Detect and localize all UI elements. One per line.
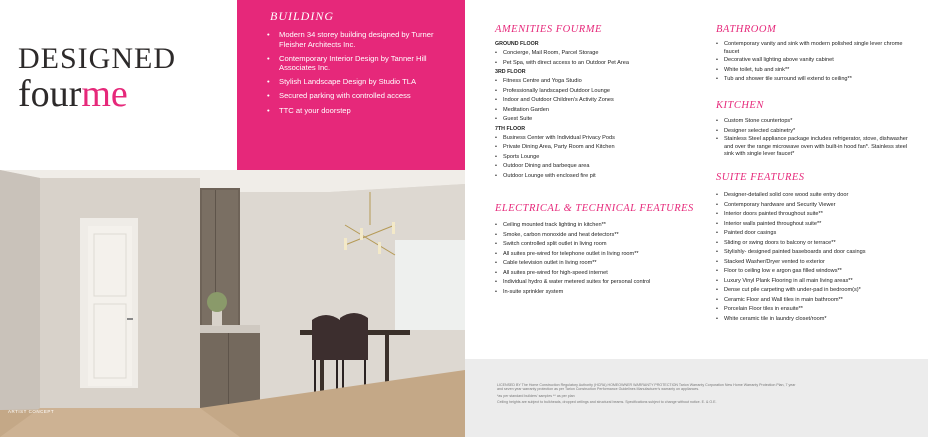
- bathroom-list: [716, 41, 916, 85]
- list-item: • All suites pre-wired for telephone outlet in living room**: [495, 250, 650, 260]
- list-item: • Porcelain Floor tiles in ensuite**: [716, 305, 866, 315]
- list-item: • Painted door casings: [716, 229, 866, 239]
- list-item: • Sliding or swing doors to balcony or terrace**: [716, 239, 866, 249]
- list-item: • Business Center with Individual Privacy Pods: [495, 134, 629, 144]
- logo-line-1: DESIGNED: [18, 42, 176, 75]
- list-item: • In-suite sprinkler system: [495, 288, 650, 298]
- list-item: • White ceramic tile in laundry closet/room*: [716, 315, 866, 325]
- logo-me: me: [81, 73, 128, 115]
- disclaimer-samples: *as per standard builders' samples ** as per plan: [497, 393, 575, 398]
- list-item: • Concierge, Mail Room, Parcel Storage: [495, 49, 629, 59]
- list-item: • Outdoor Lounge with enclosed fire pit: [495, 172, 629, 182]
- list-item: • Individual hydro & water metered suites for personal control: [495, 278, 650, 288]
- building-item: • Secured parking with controlled access: [267, 91, 445, 101]
- building-list: [267, 30, 445, 120]
- building-item: • Contemporary Interior Design by Tanner Hill Associates Inc.: [267, 54, 445, 73]
- list-item: • Contemporary vanity and sink with modern polished single lever chrome faucet: [716, 41, 916, 56]
- list-item: • Tub and shower tile surround will extend to ceiling**: [716, 75, 916, 85]
- list-item: • Floor to ceiling low e argon gas filled windows**: [716, 267, 866, 277]
- list-item: • White toilet, tub and sink**: [716, 66, 916, 76]
- list-item: • Ceramic Floor and Wall tiles in main bathroom**: [716, 296, 866, 306]
- list-item: • Meditation Garden: [495, 106, 629, 116]
- list-item: • Ceiling mounted track lighting in kitchen**: [495, 221, 650, 231]
- logo-four: four: [18, 73, 82, 115]
- logo: [18, 44, 233, 114]
- electrical-title: ELECTRICAL & TECHNICAL FEATURES: [495, 203, 694, 214]
- interior-illustration: [0, 170, 465, 437]
- kitchen-list: [716, 117, 916, 159]
- amenities-title: AMENITIES FOURME: [495, 24, 602, 35]
- list-item: • Sports Lounge: [495, 153, 629, 163]
- list-item: • Stylishly- designed painted baseboards and door casings: [716, 248, 866, 258]
- disclaimer-ceiling: Ceiling heights are subject to bulkheads, dropped ceilings and structural beams. Specifications subject to change without notice. E. & O.E.: [497, 400, 717, 405]
- list-item: • Designer selected cabinetry*: [716, 127, 916, 137]
- kitchen-title: KITCHEN: [716, 100, 764, 111]
- list-item: • Fitness Centre and Yoga Studio: [495, 77, 629, 87]
- artist-concept-caption: ARTIST CONCEPT: [8, 409, 55, 414]
- list-item: • Interior walls painted throughout suite**: [716, 220, 866, 230]
- list-item: • Cable television outlet in living room**: [495, 259, 650, 269]
- disclaimer-warranty: LICENSED BY The Home Construction Regulatory Authority (HCRA) HOMEOWNER WARRANTY PROTECTION Tarion Warranty Corporation New Home Warranty Protection Plan, 7 year and seven year warranty protection as per Tarion Construction Performance Guidelines Manufacturer's warranty on appliances.: [497, 383, 796, 392]
- list-item: • Switch controlled split outlet in living room: [495, 240, 650, 250]
- building-item: • TTC at your doorstep: [267, 106, 445, 116]
- logo-line-2: [18, 74, 233, 114]
- building-item: • Modern 34 storey building designed by Turner Fleisher Architects Inc.: [267, 30, 445, 49]
- floor-heading: GROUND FLOOR: [495, 41, 539, 47]
- bathroom-title: BATHROOM: [716, 24, 777, 35]
- building-item: • Stylish Landscape Design by Studio TLA: [267, 77, 445, 87]
- list-item: • Pet Spa, with direct access to an Outdoor Pet Area: [495, 59, 629, 69]
- suite-list: [716, 191, 866, 324]
- list-item: • All suites pre-wired for high-speed internet: [495, 269, 650, 279]
- floor-heading: 3RD FLOOR: [495, 69, 526, 75]
- list-item: • Stainless Steel appliance package includes refrigerator, stove, dishwasher and over the range microwave oven with built-in hood fan*. Stainless steel sink with single lever faucet*: [716, 136, 916, 159]
- list-item: • Private Dining Area, Party Room and Kitchen: [495, 143, 629, 153]
- list-item: • Contemporary hardware and Security Viewer: [716, 201, 866, 211]
- logo-panel: [0, 0, 237, 170]
- building-panel: [237, 0, 465, 170]
- list-item: • Stacked Washer/Dryer vented to exterior: [716, 258, 866, 268]
- list-item: • Professionally landscaped Outdoor Lounge: [495, 87, 629, 97]
- list-item: • Custom Stone countertops*: [716, 117, 916, 127]
- amenities-list: [495, 40, 629, 181]
- list-item: • Designer-detailed solid core wood suite entry door: [716, 191, 866, 201]
- floor-heading: 7TH FLOOR: [495, 125, 526, 132]
- suite-title: SUITE FEATURES: [716, 172, 805, 183]
- list-item: • Outdoor Dining and barbeque area: [495, 162, 629, 172]
- list-item: • Indoor and Outdoor Children's Activity Zones: [495, 96, 629, 106]
- list-item: • Guest Suite: [495, 115, 629, 125]
- list-item: • Luxury Vinyl Plank Flooring in all main living areas**: [716, 277, 866, 287]
- disclaimer: [497, 383, 797, 407]
- list-item: • Interior doors painted throughout suite**: [716, 210, 866, 220]
- list-item: • Dense cut pile carpeting with under-pad in bedroom(s)*: [716, 286, 866, 296]
- building-title: BUILDING: [270, 9, 334, 23]
- list-item: • Decorative wall lighting above vanity cabinet: [716, 56, 916, 66]
- list-item: • Smoke, carbon monoxide and heat detectors**: [495, 231, 650, 241]
- electrical-list: [495, 221, 650, 297]
- interior-rendering: [0, 170, 465, 437]
- features-page: [465, 0, 928, 437]
